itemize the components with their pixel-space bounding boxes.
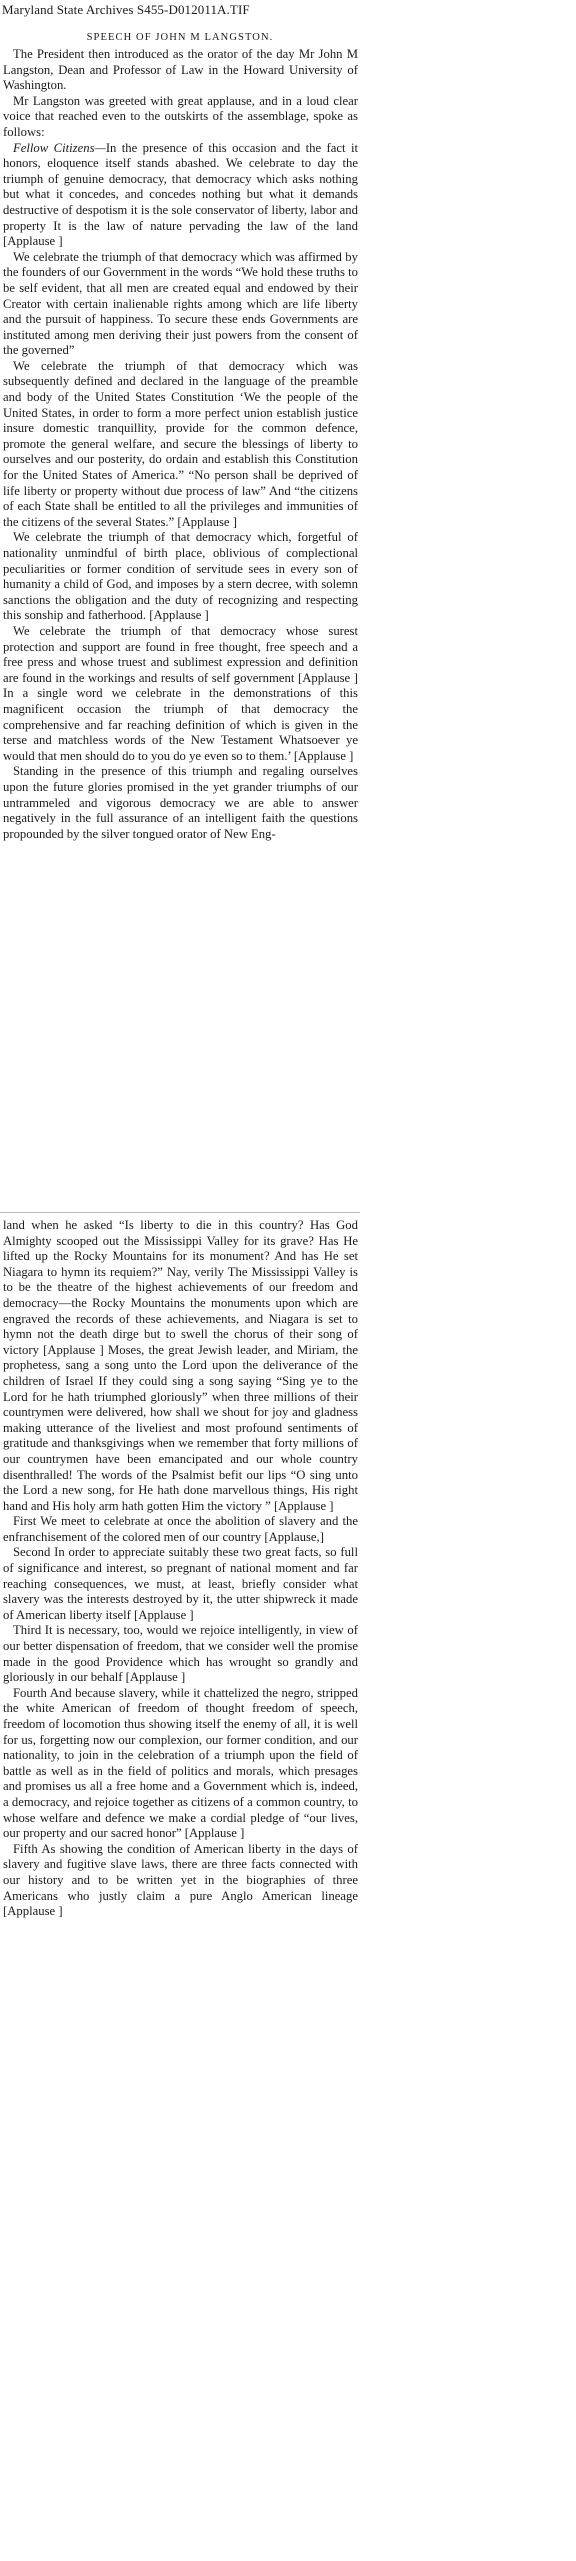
paragraph-constitution: We celebrate the triumph of that democracy which was subsequently defined and declared in the language of the preamble and body of the United States Constitution ‘We the people of the United States, in order to form a more perfect union establish justice insure domestic tranquillity, provide for the common defence, promote the general welfare, and secure the blessings of liberty to ourselves and our posterity, do ordain and establish this Constitution for the United States of America.” “No person shall be deprived of life liberty or property without due process of law” And “the citizens of each State shall be entitled to all the privileges and immunities of the citizens of the several States.” [Applause ] — [3, 358, 358, 529]
paragraph-standing: Standing in the presence of this triumph and regaling ourselves upon the future glories promised in the yet grander triumphs of our untrammeled and vigorous democracy we are able to answer negatively in the full assurance of an intelligent faith the questions propounded by the silver tongued orator of New Eng- — [3, 764, 358, 841]
paragraph-fourth: Fourth And because slavery, while it chattelized the negro, stripped the white American of freedom of thought freedom of speech, freedom of locomotion thus showing itself the enemy of all, it is well for us, forgetting now our complexion, our former condition, and our nationality, to join in the celebration of a triumph upon the field of battle as well as in the field of politics and morals, which presages and promises us all a free home and a Government which is, indeed, a democracy, and rejoice together as citizens of a common country, to whose welfare and defence we make a cordial pledge of “our lives, our property and our sacred honor” [Applause ] — [3, 1685, 358, 1841]
article-heading: SPEECH OF JOHN M LANGSTON. — [86, 32, 274, 43]
paragraph-second: Second In order to appreciate suitably these two great facts, so full of significance and interest, so pregnant of national moment and far reaching consequences, we must, at least, briefly consider what slavery was the interests destroyed by it, the utter shipwreck it made of American liberty itself [Applause ] — [3, 1545, 358, 1622]
paragraph-greeting: Mr Langston was greeted with great applause, and in a loud clear voice that reached even to the outskirts of the assemblage, spoke as follows: — [3, 93, 358, 139]
paragraph-first: First We meet to celebrate at once the abolition of slavery and the enfranchisement of the colored men of our country [Applause,] — [3, 1514, 358, 1544]
paragraph-free-speech: We celebrate the triumph of that democracy whose surest protection and support are found in free thought, free speech and a free press and whose truest and sublimest expression and definition are found in the workings and results of self government [Applause ] In a single word we celebrate in the demonstrations of this magnificent occasion the triumph of that democracy the comprehensive and far reaching definition of which is given in the terse and matchless words of the New Testament Whatsoever ye would that men should do to you do ye even so to them.’ [Applause ] — [3, 623, 358, 763]
archive-header: Maryland State Archives S455-D012011A.TIF — [2, 2, 250, 17]
paragraph-fifth: Fifth As showing the condition of American liberty in the days of slavery and fugitive slave laws, there are three facts connected with our history and to be written yet in the biographies of three Americans who justly claim a pure Anglo American lineage [Applause ] — [3, 1841, 358, 1919]
paragraph-opening-text: In the presence of this occasion and the fact it honors, eloquence itself stands abashed. We celebrate to day the triumph of genuine democracy, that democracy which asks nothing but what it concedes, and concedes nothing but what it demands destructive of despotism it is the sole conservator of liberty, labor and property It is the law of nature pervading the law of the land [Applause ] — [3, 140, 358, 249]
article-column-bottom — [0, 1218, 360, 1920]
paragraph-founders: We celebrate the triumph of that democracy which was affirmed by the founders of our Government in the words “We hold these truths to be self evident, that all men are created equal and endowed by their Creator with certain inalienable rights among which are life liberty and the pursuit of happiness. To secure these ends Governments are instituted among men deriving their just powers from the consent of the governed” — [3, 249, 358, 358]
paragraph-nationality: We celebrate the triumph of that democracy which, forgetful of nationality unmindful of birth place, oblivious of complectional peculiarities or former condition of servitude sees in every son of humanity a child of God, and imposes by a stern decree, with solemn sanctions the obligation and the duty of recognizing and respecting this sonship and fatherhood. [Applause ] — [3, 530, 358, 623]
article-column-top — [0, 22, 360, 842]
paragraph-intro: The President then introduced as the orator of the day Mr John M Langston, Dean and Professor of Law in the Howard University of Washington. — [3, 47, 358, 93]
paragraph-third: Third It is necessary, too, would we rejoice intelligently, in view of our better dispensation of freedom, that we consider well the promise made in the good Providence which has wrought so grandly and gloriously in our behalf [Applause ] — [3, 1623, 358, 1685]
paragraph-opening — [0, 141, 360, 250]
paragraph-continuation: land when he asked “Is liberty to die in this country? Has God Almighty scooped out the Mississippi Valley for its grave? Has He lifted up the Rocky Mountains for its monument? And has He set Niagara to hymn its requiem?” Nay, verily The Mississippi Valley is to be the theatre of the highest achievements of our freedom and democracy—the Rocky Mountains the monuments upon which are engraved the records of these achievements, and Niagara is set to hymn not the death dirge but to swell the chorus of their song of victory [Applause ] Moses, the great Jewish leader, and Miriam, the prophetess, sang a song unto the Lord upon the deliverance of the children of Israel If they could sing a song saying “Sing ye to the Lord for he hath triumphed gloriously” when three millions of their countrymen were delivered, how shall we shout for joy and gladness making utterance of the liveliest and most profound sentiments of gratitude and thanksgivings when we remember that forty millions of our countrymen have been emancipated and our whole country disenthralled! The words of the Psalmist befit our lips “O sing unto the Lord a new song, for He hath done marvellous things, His right hand and His holy arm hath gotten Him the victory ” [Applause ] — [3, 1218, 358, 1513]
column-divider — [0, 1212, 360, 1213]
salutation: Fellow Citizens— — [13, 140, 106, 155]
